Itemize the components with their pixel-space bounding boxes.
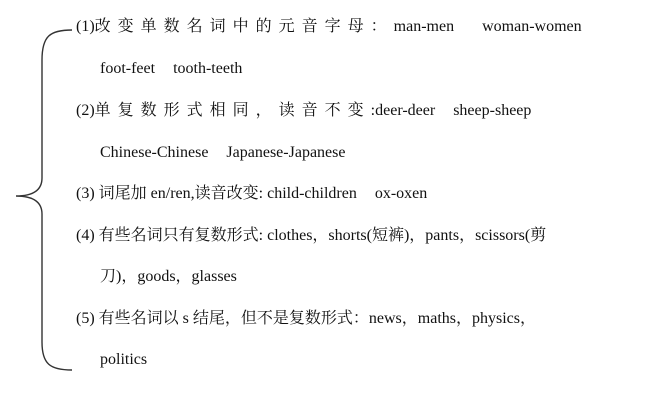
item-number: (1) (76, 18, 95, 35)
example: Chinese-Chinese (100, 144, 209, 161)
rule-item-5-continuation (100, 350, 147, 370)
rule-text: politics (100, 351, 148, 368)
rule-item-2 (76, 101, 531, 121)
rule-text: 刀)，goods，glasses (100, 268, 237, 285)
rule-text: 单复数形式相同，读音不变 (94, 102, 371, 119)
example: Japanese-Japanese (226, 144, 346, 161)
example: ox-oxen (374, 185, 428, 202)
example: deer-deer (375, 102, 436, 119)
rule-item-1 (76, 17, 582, 37)
rule-item-3 (76, 184, 427, 204)
item-number: (4) (76, 227, 95, 244)
item-number: (5) (76, 310, 95, 327)
rule-item-4 (76, 226, 546, 246)
rule-item-2-continuation (100, 143, 345, 163)
rule-text: 改变单数名词中的元音字母： (94, 18, 394, 35)
item-number: (2) (76, 102, 95, 119)
example: man-men (393, 18, 455, 35)
rule-text: 有些名词只有复数形式: clothes，shorts(短裤)，pants，scissors(剪 (98, 227, 547, 244)
rule-text: 词尾加 en/ren,读音改变: (98, 185, 264, 202)
item-number: (3) (76, 185, 95, 202)
example: woman-women (482, 18, 582, 35)
rule-text: 有些名词以 s 结尾，但不是复数形式：news，maths，physics， (98, 310, 536, 327)
example: sheep-sheep (453, 102, 532, 119)
example: foot-feet (100, 60, 156, 77)
example: tooth-teeth (173, 60, 243, 77)
rule-item-5 (76, 309, 536, 329)
left-curly-brace (0, 0, 80, 400)
rule-colon: : (370, 102, 376, 119)
example: child-children (267, 185, 357, 202)
rule-item-4-continuation (100, 267, 237, 287)
rule-item-1-continuation (100, 59, 242, 79)
